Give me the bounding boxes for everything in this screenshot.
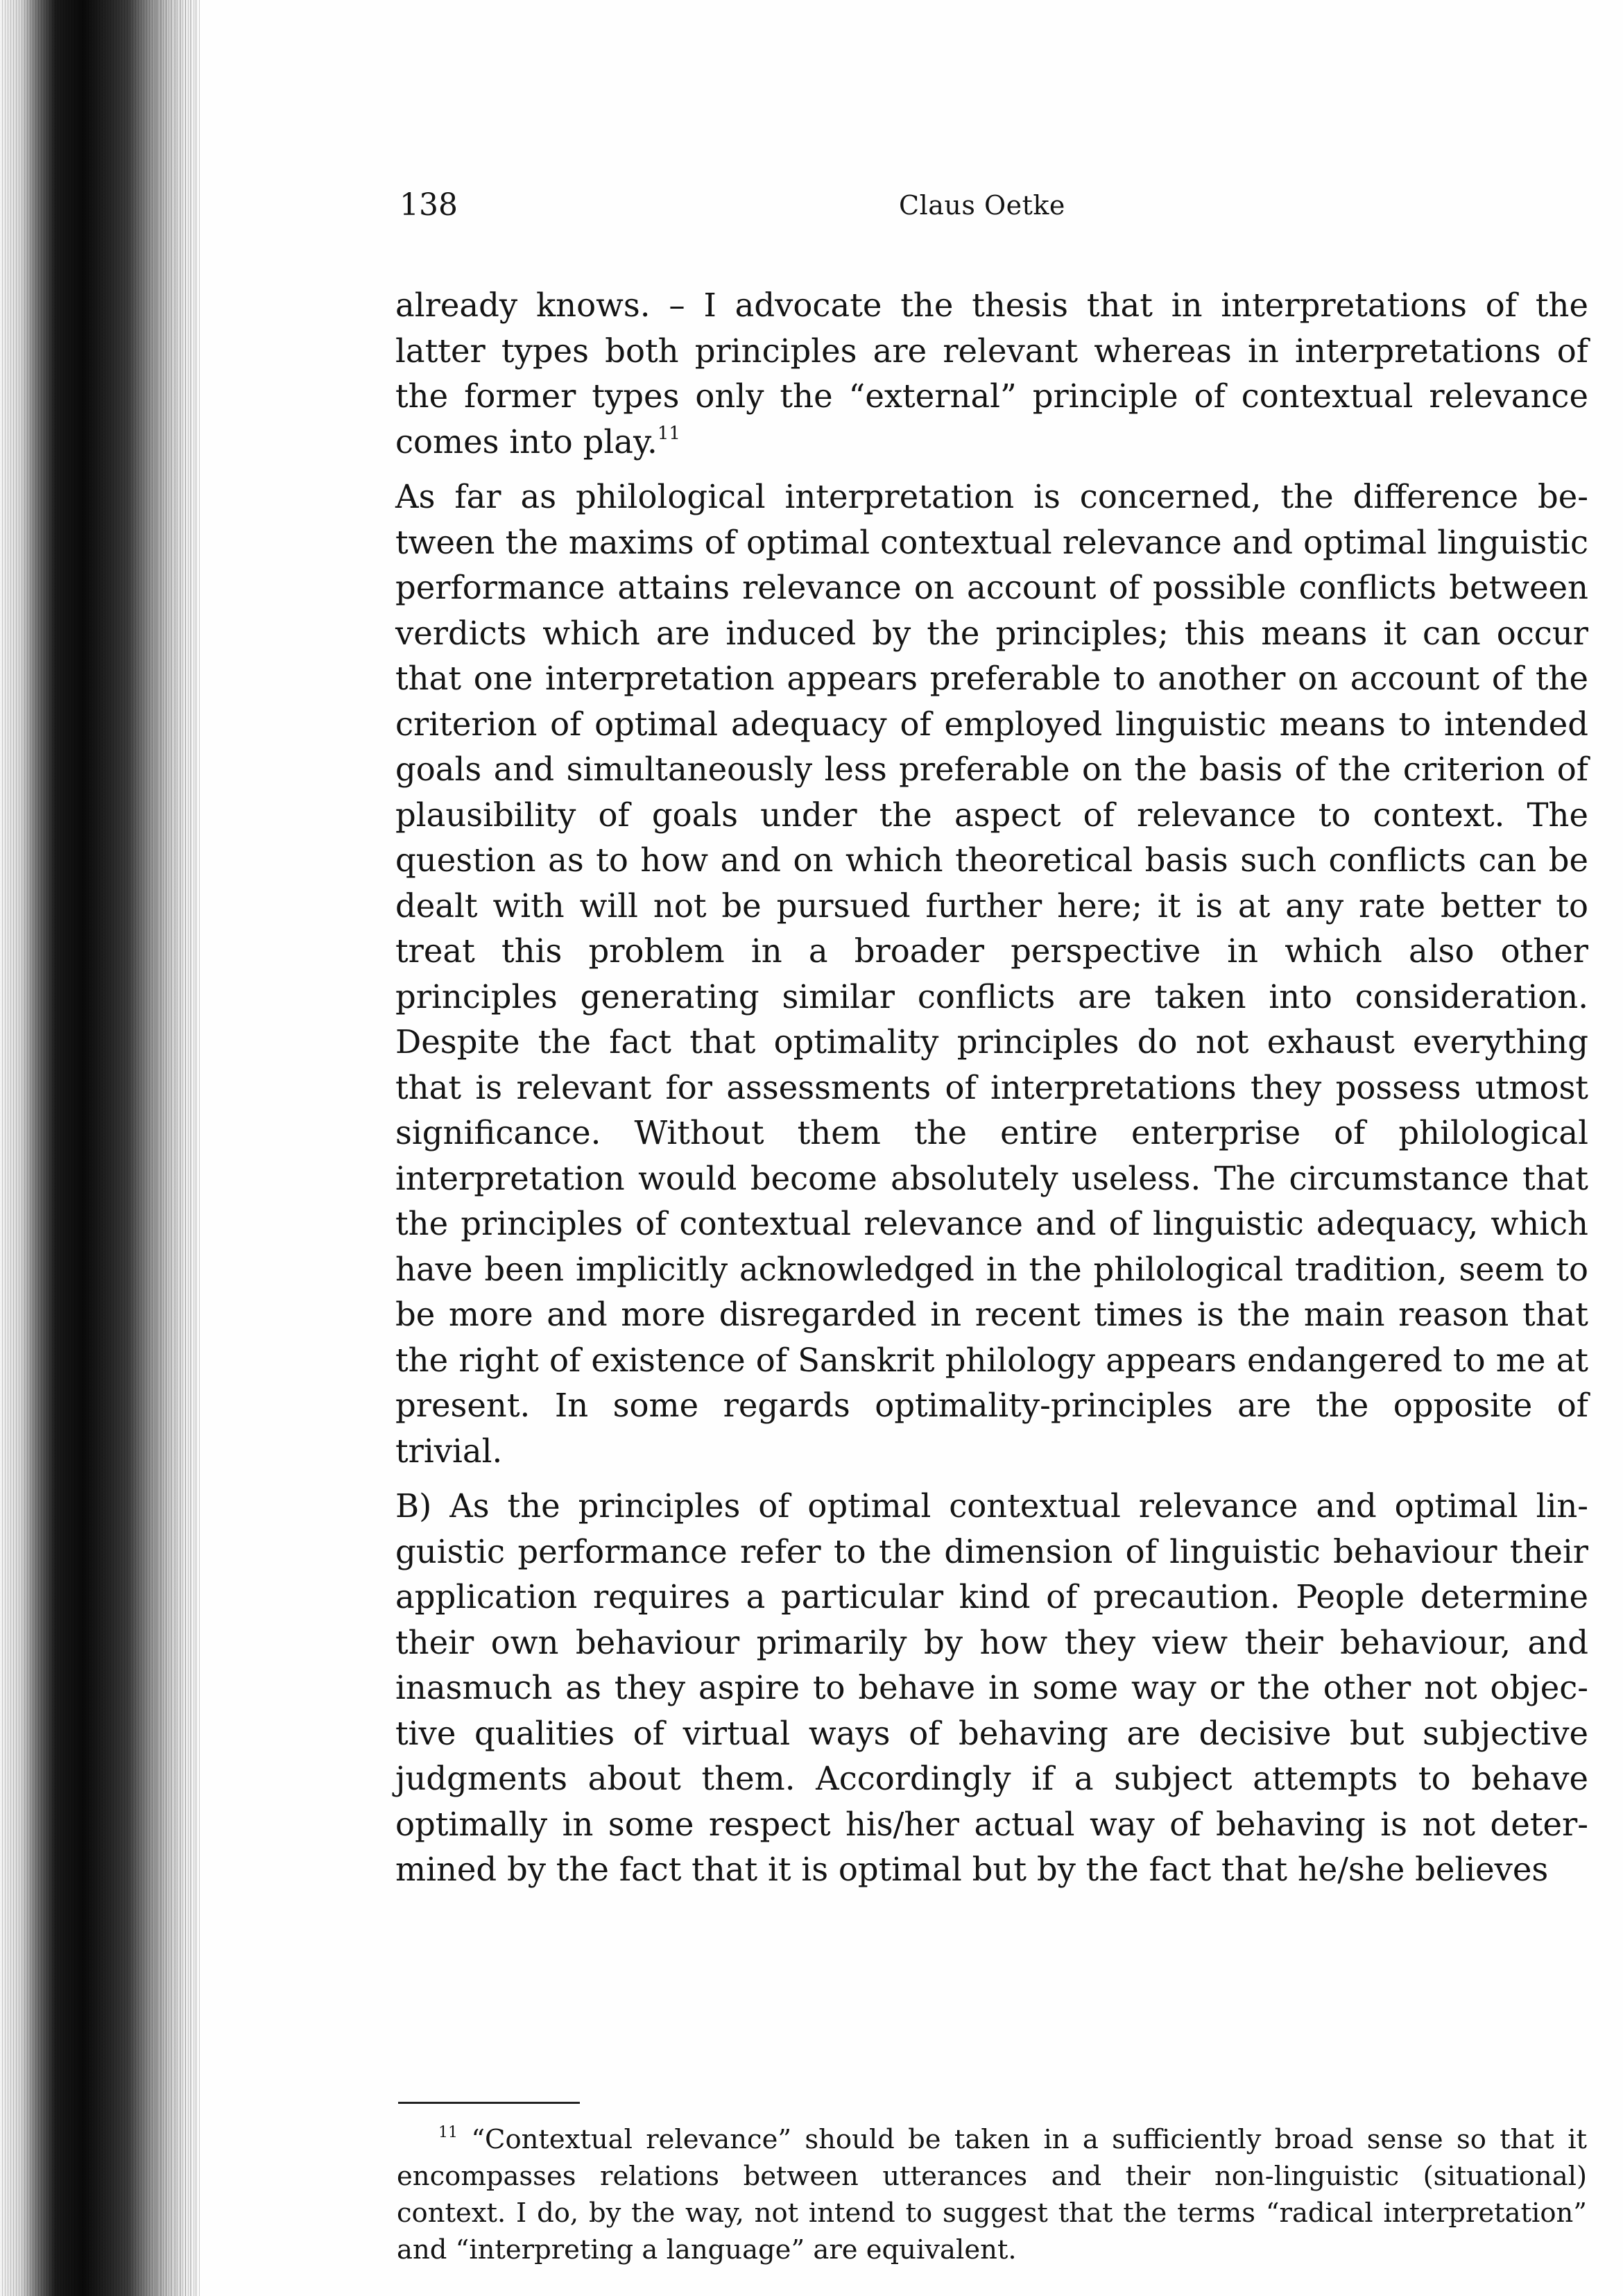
page-number: 138 — [400, 187, 458, 223]
footnote — [397, 2121, 1587, 2268]
scan-page-edges — [156, 0, 198, 2296]
paragraph-3: B) As the principles of optimal contextual relevance and optimal linguistic performance refer to the dimension of linguistic behaviour their application requires a particular kind of precaution. People determine their own behaviour primarily by how they view their behaviour, and inasmuch as they aspire to behave in some way or the other not objective qualities of virtual ways of behaving are decisive but subjective judgments about them. Accordingly if a subject attempts to behave optimally in some respect his/her actual way of behaving is not determined by the fact that it is optimal but by the fact that he/she believes — [395, 1487, 1588, 1888]
page-header — [400, 187, 1592, 229]
footnote-text: “Contextual relevance” should be taken in a sufficiently broad sense so that it encompasses relations between utterances and their non-linguistic (situational) context. I do, by the way, not intend to suggest that the terms “radical interpretation” and “interpreting a language” are equivalent. — [397, 2124, 1587, 2265]
footnote-separator — [398, 2102, 580, 2104]
footnote-number: 11 — [438, 2124, 458, 2141]
paragraph-2: As far as philological interpretation is concerned, the difference between the maxims of optimal contextual relevance and optimal linguistic performance attains relevance on account of possible conflicts between verdicts which are induced by the principles; this means it can occur that one interpretation appears preferable to another on account of the criterion of optimal adequacy of employed linguistic means to intended goals and simultaneously less preferable on the basis of the criterion of plausibility of goals under the aspect of relevance to context. The question as to how and on which theoretical basis such conflicts can be dealt with will not be pursued further here; it is at any rate better to treat this problem in a broader perspective in which also other principles generating similar conflicts are taken into consideration. Despite the fact that optimality principles do not exhaust everything that is relevant for assessments of interpretations they possess utmost significance. Without them the entire enterprise of philological interpretation would become absolutely useless. The circumstance that the principles of contextual relevance and of linguistic adequacy, which have been implicitly acknowledged in the philological tradition, seem to be more and more disregarded in recent times is the main reason that the right of existence of Sanskrit philology appears endangered to me at present. In some regards optimality-principles are the opposite of trivial. — [395, 478, 1588, 1470]
main-text — [395, 283, 1588, 1903]
running-head-author: Claus Oetke — [899, 190, 1065, 221]
footnote-reference: 11 — [657, 422, 680, 444]
paragraph-1-text: already knows. – I advocate the thesis that in interpretations of the latter types both principles are relevant whereas in interpretations of the former types only the “external” principle of contextual relevance comes into play. — [395, 286, 1588, 461]
paragraph-1 — [395, 283, 1588, 465]
